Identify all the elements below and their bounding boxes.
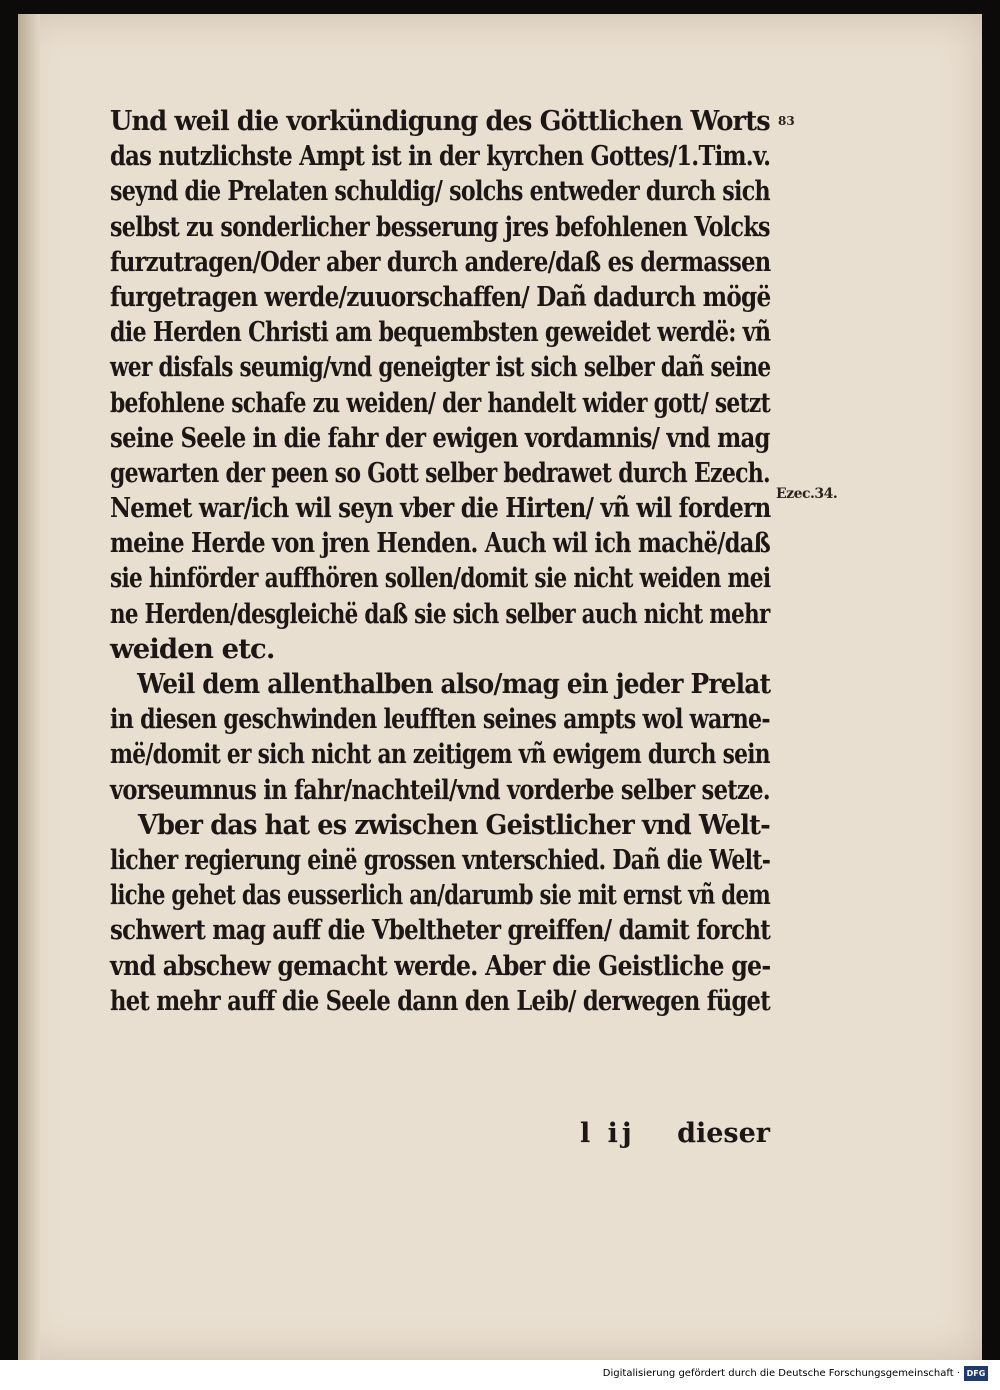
- page-gutter: [18, 14, 40, 1360]
- text-line: furgetragen werde/zuuorschaffen/ Dañ dadurch mögë: [110, 280, 771, 313]
- text-line: in diesen geschwinden leufften seines ampts wol warne-: [110, 703, 770, 736]
- text-line: vorseumnus in fahr/nachteil/vnd vorderbe selber setze.: [110, 773, 770, 806]
- text-line: Vber das hat es zwischen Geistlicher vnd Welt-: [137, 808, 770, 841]
- body-text: [110, 104, 770, 1019]
- text-line: het mehr auff die Seele dann den Leib/ derwegen füget: [110, 984, 770, 1017]
- text-line: furzutragen/Oder aber durch andere/daß es dermassen: [110, 245, 771, 278]
- text-line: më/domit er sich nicht an zeitigem vñ ewigem durch sein: [110, 738, 770, 771]
- text-line: seine Seele in die fahr der ewigen vordamnis/ vnd mag: [110, 421, 770, 454]
- text-line: licher regierung einë grossen vnterschied. Dañ die Welt-: [110, 843, 771, 876]
- text-line: wer disfals seumig/vnd geneigter ist sich selber dañ seine: [110, 351, 771, 384]
- text-line: gewarten der peen so Gott selber bedrawet durch Ezech.: [110, 456, 770, 489]
- text-line: weiden etc.: [110, 632, 275, 665]
- text-line: seynd die Prelaten schuldig/ solchs entweder durch sich: [110, 175, 770, 208]
- catchword: dieser: [677, 1118, 770, 1149]
- text-line: meine Herde von jren Henden. Auch wil ich machë/daß: [110, 527, 771, 560]
- signature-mark: l ij: [580, 1118, 636, 1149]
- text-line: die Herden Christi am bequembsten geweidet werdë: vñ: [110, 316, 771, 349]
- text-line: liche gehet das eusserlich an/darumb sie mit ernst vñ dem: [110, 879, 771, 912]
- scanned-page: [18, 14, 982, 1360]
- text-line: Und weil die vorkündigung des Göttlichen Worts: [110, 105, 770, 137]
- text-line: selbst zu sonderlicher besserung jres befohlenen Volcks: [110, 210, 770, 243]
- text-line: Nemet war/ich wil seyn vber die Hirten/ vñ wil fordern: [110, 492, 771, 525]
- text-line: das nutzlichste Ampt ist in der kyrchen Gottes/1.Tim.v.: [110, 140, 771, 173]
- text-line: schwert mag auff die Vbeltheter greiffen/ damit forcht: [110, 914, 771, 947]
- footer-bar: [0, 1360, 1000, 1390]
- catch-row: [110, 1118, 770, 1153]
- text-line: Weil dem allenthalben also/mag ein jeder Prelat: [137, 668, 771, 700]
- dfg-logo: DFG: [964, 1366, 988, 1381]
- funding-credit: Digitalisierung gefördert durch die Deutsche Forschungsgemeinschaft ·: [602, 1368, 960, 1379]
- text-line: ne Herden/desgleichë daß sie sich selber auch nicht mehr: [110, 597, 770, 630]
- margin-note: Ezec.34.: [776, 486, 838, 502]
- text-line: vnd abschew gemacht werde. Aber die Geistliche ge-: [110, 949, 771, 982]
- folio-number: 83: [778, 114, 795, 128]
- text-line: sie hinförder auffhören sollen/domit sie nicht weiden mei: [110, 562, 771, 595]
- text-line: befohlene schafe zu weiden/ der handelt wider gott/ setzt: [110, 386, 770, 419]
